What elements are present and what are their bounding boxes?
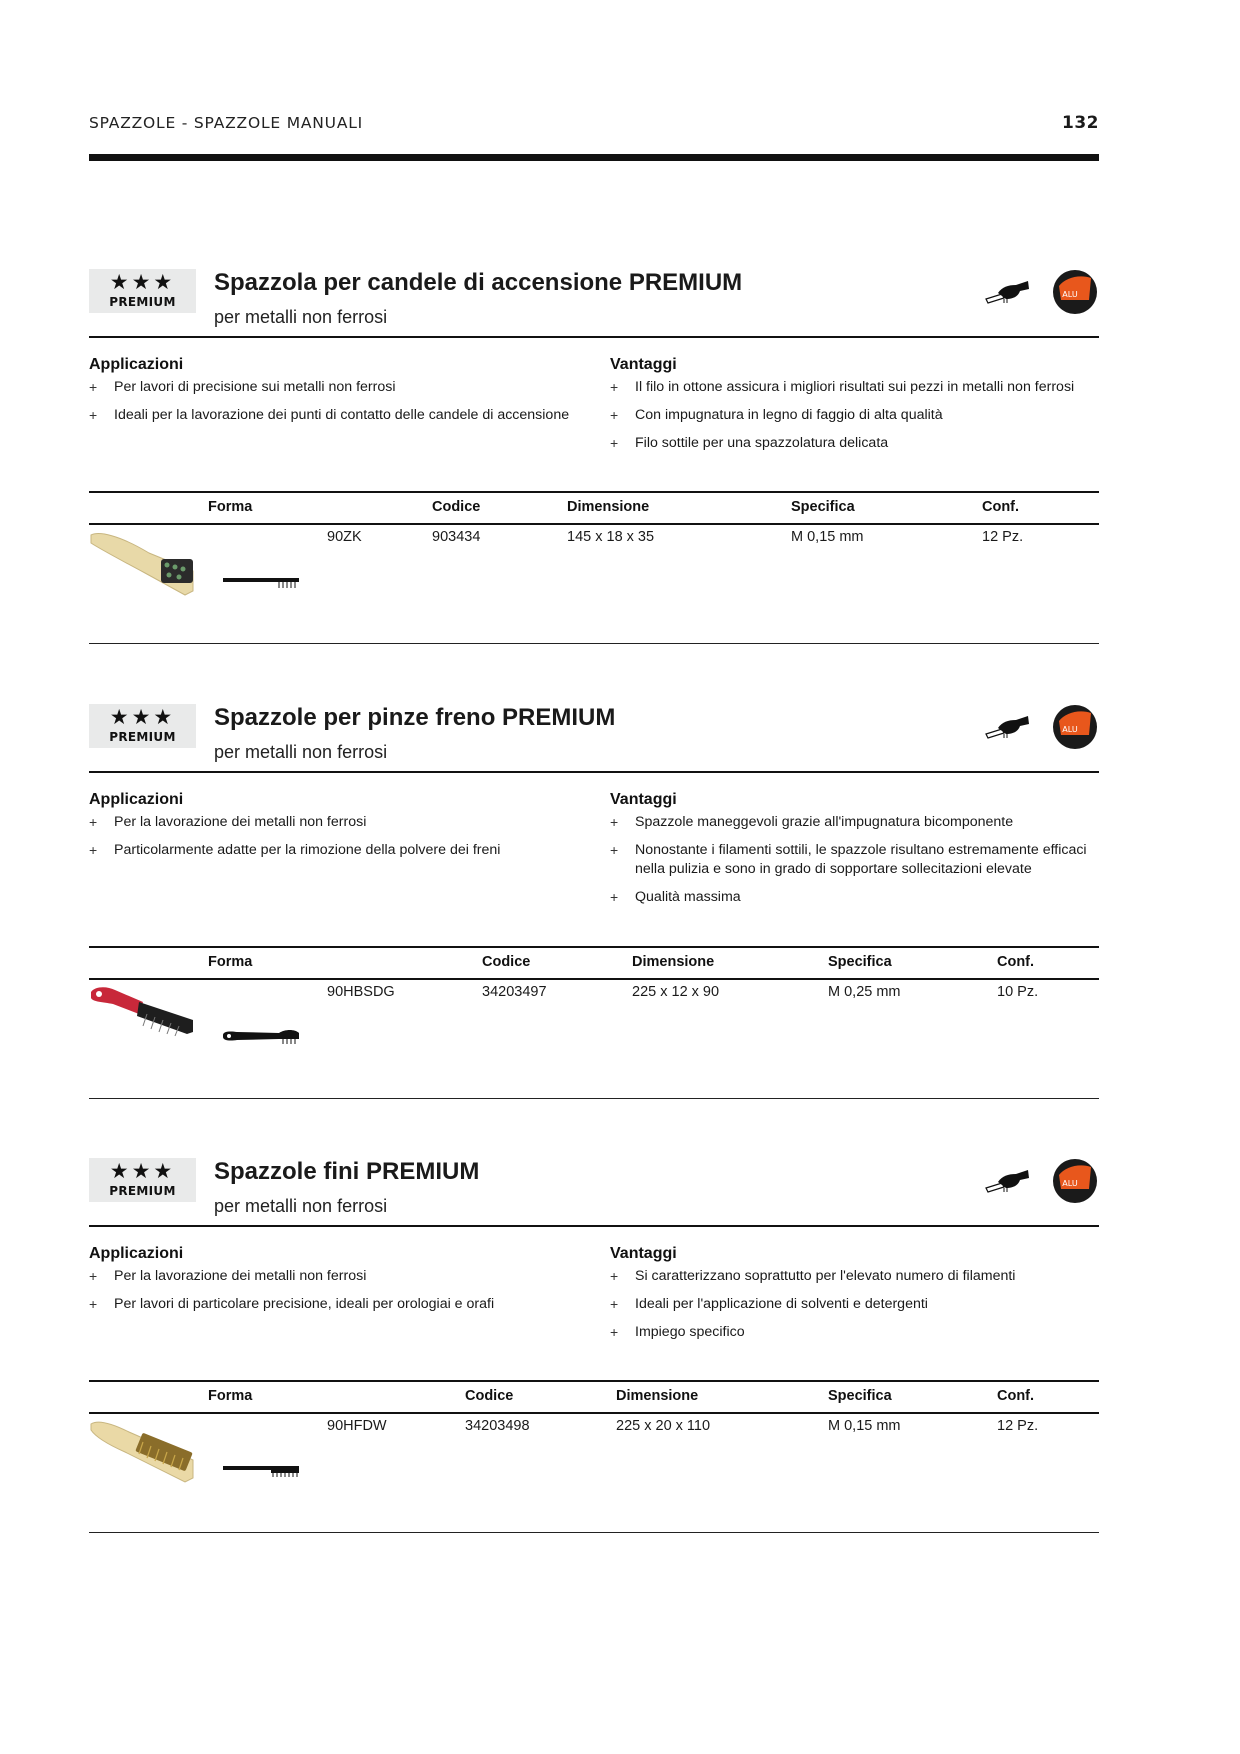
product-drawing [223, 572, 301, 592]
cell-conf: 12 Pz. [997, 1418, 1039, 1434]
list-item: + Per la lavorazione dei metalli non ferrosi [89, 814, 367, 830]
advantages-column [610, 356, 1100, 462]
alu-label: ALU [1062, 290, 1078, 299]
list-item: + Filo sottile per una spazzolatura delicata [610, 435, 889, 451]
hand-brush-icon [984, 277, 1030, 305]
plus-icon: + [610, 1268, 619, 1284]
plus-icon: + [610, 889, 619, 905]
product-title: Spazzole per pinze freno PREMIUM [214, 704, 616, 731]
col-forma: Forma [208, 954, 253, 970]
alu-material-icon [1053, 705, 1097, 749]
hand-brush-icon [984, 1166, 1030, 1194]
product-title: Spazzole fini PREMIUM [214, 1158, 480, 1185]
product-title: Spazzola per candele di accensione PREMIUM [214, 269, 743, 296]
title-divider [89, 771, 1099, 773]
product-subtitle: per metalli non ferrosi [214, 307, 388, 327]
col-dimensione: Dimensione [567, 499, 650, 515]
alu-label: ALU [1062, 725, 1078, 734]
plus-icon: + [89, 1296, 98, 1312]
premium-badge [89, 1158, 196, 1202]
page-number: 132 [1062, 113, 1099, 133]
product-photo [89, 1418, 199, 1492]
badge-label: PREMIUM [109, 295, 176, 309]
applications-title: Applicazioni [89, 356, 184, 373]
applications-column [89, 1245, 599, 1323]
table-header [89, 946, 1099, 980]
col-codice: Codice [482, 954, 531, 970]
plus-icon: + [610, 435, 619, 451]
product-photo [89, 529, 199, 603]
advantages-column [610, 1245, 1100, 1351]
cell-dimensione: 225 x 20 x 110 [616, 1418, 711, 1434]
list-item: + Qualità massima [610, 889, 741, 905]
spec-table [89, 946, 1099, 1099]
section-title: SPAZZOLE - SPAZZOLE MANUALI [89, 114, 364, 132]
stars-icon: ★★★ [109, 1159, 176, 1183]
list-item: + Particolarmente adatte per la rimozione della polvere dei freni [89, 842, 501, 858]
col-dimensione: Dimensione [616, 1388, 699, 1404]
product-drawing [223, 1461, 301, 1481]
plus-icon: + [89, 407, 98, 423]
cell-codice: 903434 [432, 529, 481, 545]
col-specifica: Specifica [828, 954, 892, 970]
col-dimensione: Dimensione [632, 954, 715, 970]
stars-icon: ★★★ [109, 270, 176, 294]
alu-label: ALU [1062, 1179, 1078, 1188]
cell-specifica: M 0,15 mm [828, 1418, 901, 1434]
stars-icon: ★★★ [109, 705, 176, 729]
spec-table [89, 1380, 1099, 1533]
col-codice: Codice [465, 1388, 514, 1404]
product-subtitle: per metalli non ferrosi [214, 1196, 388, 1216]
plus-icon: + [89, 1268, 98, 1284]
premium-badge [89, 704, 196, 748]
advantages-title: Vantaggi [610, 791, 677, 808]
cell-conf: 12 Pz. [982, 529, 1024, 545]
advantages-column [610, 791, 1100, 916]
table-row [89, 1414, 1099, 1533]
product-photo [89, 984, 199, 1058]
cell-forma: 90HBSDG [327, 984, 395, 1000]
table-row [89, 980, 1099, 1099]
col-specifica: Specifica [791, 499, 855, 515]
alu-material-icon [1053, 1159, 1097, 1203]
list-item: + Per la lavorazione dei metalli non ferrosi [89, 1268, 367, 1284]
plus-icon: + [610, 1324, 619, 1340]
advantages-title: Vantaggi [610, 356, 677, 373]
plus-icon: + [89, 814, 98, 830]
hand-brush-icon [984, 712, 1030, 740]
table-header [89, 491, 1099, 525]
cell-specifica: M 0,25 mm [828, 984, 901, 1000]
cell-forma: 90ZK [327, 529, 362, 545]
col-forma: Forma [208, 499, 253, 515]
plus-icon: + [89, 842, 98, 858]
product-subtitle: per metalli non ferrosi [214, 742, 388, 762]
applications-title: Applicazioni [89, 791, 184, 808]
col-specifica: Specifica [828, 1388, 892, 1404]
plus-icon: + [610, 842, 619, 858]
title-divider [89, 1225, 1099, 1227]
product-drawing [223, 1027, 301, 1047]
col-conf: Conf. [997, 954, 1035, 970]
title-divider [89, 336, 1099, 338]
cell-dimensione: 225 x 12 x 90 [632, 984, 720, 1000]
list-item: + Per lavori di particolare precisione, ideali per orologiai e orafi [89, 1296, 495, 1312]
list-item: + Con impugnatura in legno di faggio di alta qualità [610, 407, 943, 423]
badge-label: PREMIUM [109, 1184, 176, 1198]
cell-forma: 90HFDW [327, 1418, 387, 1434]
col-codice: Codice [432, 499, 481, 515]
applications-title: Applicazioni [89, 1245, 184, 1262]
cell-dimensione: 145 x 18 x 35 [567, 529, 655, 545]
list-item: + Nonostante i filamenti sottili, le spazzole risultano estremamente efficaci nella pulizia e sono in grado di sopportare sollecitazioni elevate [610, 842, 1087, 877]
plus-icon: + [610, 407, 619, 423]
plus-icon: + [610, 1296, 619, 1312]
list-item: + Il filo in ottone assicura i migliori risultati sui pezzi in metalli non ferrosi [610, 379, 1075, 395]
list-item: + Per lavori di precisione sui metalli non ferrosi [89, 379, 396, 395]
cell-conf: 10 Pz. [997, 984, 1039, 1000]
cell-codice: 34203497 [482, 984, 547, 1000]
cell-specifica: M 0,15 mm [791, 529, 864, 545]
col-conf: Conf. [997, 1388, 1035, 1404]
premium-badge [89, 269, 196, 313]
cell-codice: 34203498 [465, 1418, 530, 1434]
plus-icon: + [610, 379, 619, 395]
plus-icon: + [89, 379, 98, 395]
plus-icon: + [610, 814, 619, 830]
page-header [89, 114, 1099, 161]
list-item: + Impiego specifico [610, 1324, 745, 1340]
table-header [89, 1380, 1099, 1414]
col-conf: Conf. [982, 499, 1020, 515]
alu-material-icon [1053, 270, 1097, 314]
spec-table [89, 491, 1099, 644]
table-row [89, 525, 1099, 644]
col-forma: Forma [208, 1388, 253, 1404]
list-item: + Ideali per la lavorazione dei punti di contatto delle candele di accensione [89, 407, 570, 423]
advantages-title: Vantaggi [610, 1245, 677, 1262]
list-item: + Ideali per l'applicazione di solventi e detergenti [610, 1296, 928, 1312]
list-item: + Spazzole maneggevoli grazie all'impugnatura bicomponente [610, 814, 1014, 830]
applications-column [89, 356, 599, 434]
applications-column [89, 791, 599, 869]
list-item: + Si caratterizzano soprattutto per l'elevato numero di filamenti [610, 1268, 1016, 1284]
badge-label: PREMIUM [109, 730, 176, 744]
